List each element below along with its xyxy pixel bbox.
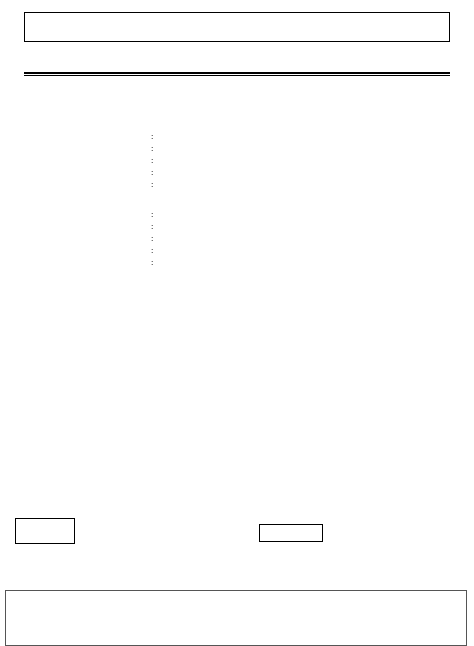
stamp-duty-box (259, 524, 323, 542)
stamp-box (15, 518, 75, 544)
colon: : (151, 245, 154, 255)
colon: : (151, 179, 154, 189)
colon: : (151, 257, 154, 267)
instruction-box (24, 12, 450, 42)
colon: : (151, 221, 154, 231)
colon: : (151, 209, 154, 219)
letterhead-rule-thin (24, 75, 450, 76)
colon: : (151, 155, 154, 165)
colon: : (151, 143, 154, 153)
colon: : (151, 233, 154, 243)
colon: : (151, 131, 154, 141)
letterhead-rule-thick (24, 72, 450, 74)
colon: : (151, 167, 154, 177)
notes-box (5, 590, 467, 646)
